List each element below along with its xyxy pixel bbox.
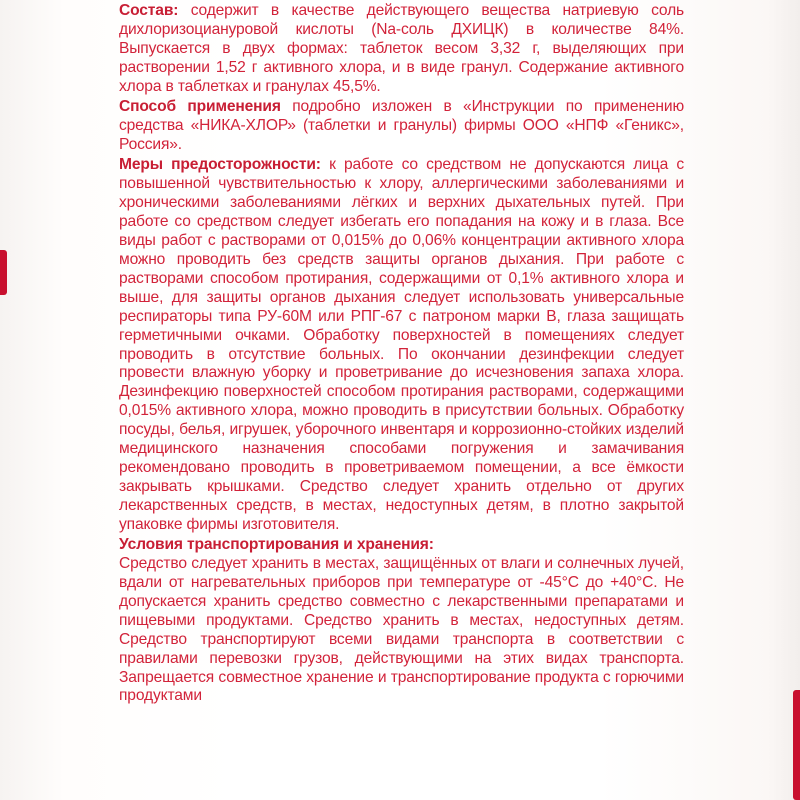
precautions-body: к работе со средством не допускаются лица с повышенной чувствительностью к хлору, аллергическими заболеваниями и хроническими заболеваниями лёгких и верхних дыхательных путей. При работе со средством следует избегать его попадания на кожу и в глаза. Все виды работ с растворами от 0,015% до 0,06% концентрации активного хлора можно проводить без средств защиты органов дыхания. При работе с растворами способом протирания, содержащими от 0,1% активного хлора и выше, для защиты органов дыхания следует использовать универсальные респираторы типа РУ-60М или РПГ-67 с патроном марки В, глаза защищать герметичными очками. Обработку поверхностей в помещениях следует проводить в отсутствие больных. По окончании дезинфекции следует провести влажную уборку и проветривание до исчезновения запаха хлора. Дезинфекцию поверхностей способом протирания растворами, содержащими 0,015% активного хлора, можно проводить в присутствии больных. Обработку посуды, белья, игрушек, уборочного инвентаря и коррозионно-стойких изделий медицинского назначения способами погружения и замачивания рекомендовано проводить в проветриваемом помещении, а все ёмкости закрывать крышками. Средство следует хранить отдельно от других лекарственных средств, в местах, недоступных детям, в плотно закрытой упаковке фирмы изготовителя. xyxy=(119,156,685,533)
transport-paragraph xyxy=(119,536,684,706)
composition-heading: Состав: xyxy=(119,2,179,19)
usage-body: подробно изложен в «Инструкции по применению средства «НИКА-ХЛОР» (таблетки и гранулы) фирмы ООО «НПФ «Геникс», Россия». xyxy=(119,98,684,153)
label-edge-accent-left xyxy=(0,250,7,295)
label-text-block xyxy=(119,2,684,708)
usage-heading: Способ применения xyxy=(119,98,281,116)
composition-body: содержит в качестве действующего вещества натриевую соль дихлоризоциануровой кислоты (Na-соль ДХИЦК) в количестве 84%. Выпускается в двух формах: таблеток весом 3,32 г, выделяющих при растворении 1,52 г активного хлора, и в виде гранул. Содержание активного хлора в таблетках и гранулах 45,5%. xyxy=(119,2,684,95)
precautions-paragraph xyxy=(119,156,684,534)
precautions-heading: Меры предосторожности: xyxy=(119,156,321,174)
usage-paragraph xyxy=(119,98,684,155)
transport-heading: Условия транспортирования и хранения: xyxy=(119,536,434,554)
label-edge-accent-right xyxy=(793,690,800,800)
composition-paragraph xyxy=(119,2,684,97)
transport-body: Средство следует хранить в местах, защищённых от влаги и солнечных лучей, вдали от нагревательных приборов при температуре от -45°С до +40°С. Не допускается хранить средство совместно с лекарственными препаратами и пищевыми продуктами. Средство хранить в местах, недоступных детям. Средство транспортируют всеми видами транспорта в соответствии с правилами перевозки грузов, действующими на этих видах транспорта. Запрещается совместное хранение и транспортирование продукта с горючими продуктами xyxy=(119,555,684,705)
